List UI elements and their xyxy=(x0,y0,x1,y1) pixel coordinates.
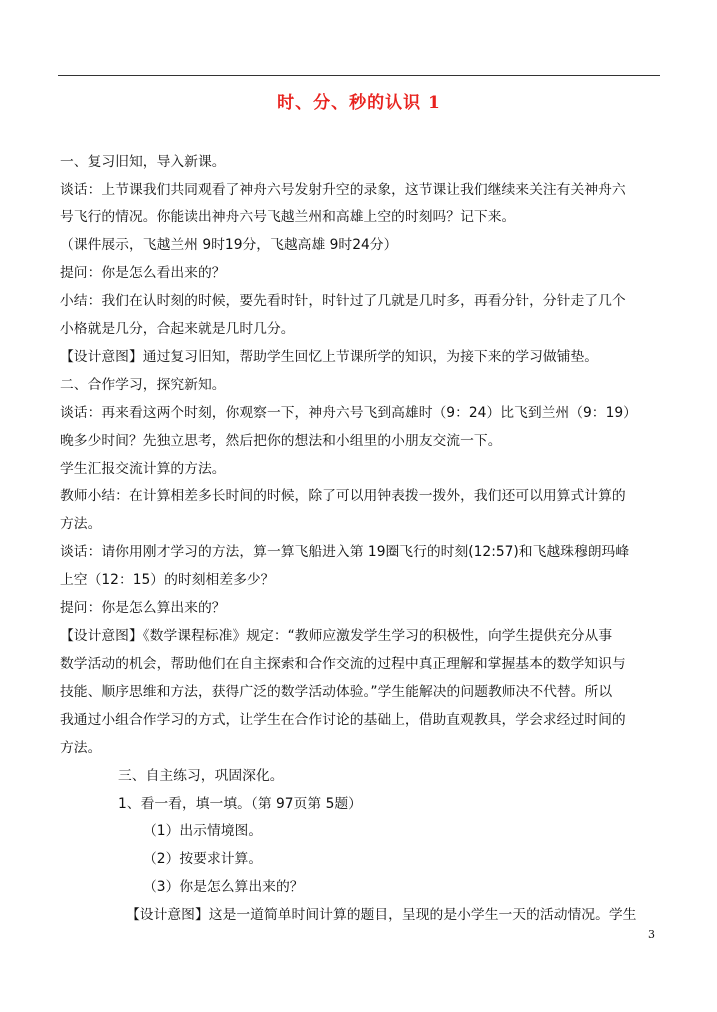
text-line: （课件展示，飞越兰州 9时19分，飞越高雄 9时24分） xyxy=(60,237,398,253)
header-rule xyxy=(58,75,660,76)
text-line: 上空（12：15）的时刻相差多少？ xyxy=(60,572,275,588)
text-line: 我通过小组合作学习的方式，让学生在合作讨论的基础上，借助直观教具，学会求经过时间的 xyxy=(60,712,626,728)
text-line: 技能、顺序思维和方法，获得广泛的数学活动体验。”学生能解决的问题教师决不代替。所以 xyxy=(60,684,613,700)
text-line: 方法。 xyxy=(60,740,102,756)
text-line: 方法。 xyxy=(60,516,102,532)
text-line: 学生汇报交流计算的方法。 xyxy=(60,461,226,477)
text-line: 谈话：上节课我们共同观看了神舟六号发射升空的录象，这节课让我们继续来关注有关神舟六 xyxy=(60,182,626,198)
text-line: 一、复习旧知，导入新课。 xyxy=(60,154,226,170)
text-line: 谈话：再来看这两个时刻，你观察一下，神舟六号飞到高雄时（9：24）比飞到兰州（9：19） xyxy=(60,405,637,421)
exercise-item: 1、看一看，填一填。（第 97页第 5题） xyxy=(118,796,362,812)
text-line: 教师小结：在计算相差多长时间的时候，除了可以用钟表拨一拨外，我们还可以用算式计算的 xyxy=(60,488,626,504)
text-line: 号飞行的情况。你能读出神舟六号飞越兰州和高雄上空的时刻吗？记下来。 xyxy=(60,209,516,225)
text-line: 谈话：请你用刚才学习的方法，算一算飞船进入第 19圈飞行的时刻(12:57)和飞越珠穆朗玛峰 xyxy=(60,544,630,560)
text-line: 二、合作学习，探究新知。 xyxy=(60,377,226,393)
text-line: 【设计意图】《数学课程标准》规定：“教师应激发学生学习的积极性，向学生提供充分从事 xyxy=(60,628,613,644)
text-line: 小格就是几分，合起来就是几时几分。 xyxy=(60,321,295,337)
text-line: 【设计意图】通过复习旧知，帮助学生回忆上节课所学的知识，为接下来的学习做铺垫。 xyxy=(60,349,599,365)
text-line: 晚多少时间？先独立思考，然后把你的想法和小组里的小朋友交流一下。 xyxy=(60,433,502,449)
exercise-step: （2）按要求计算。 xyxy=(143,851,263,867)
exercise-step: （1）出示情境图。 xyxy=(143,823,263,839)
text-line: 数学活动的机会，帮助他们在自主探索和合作交流的过程中真正理解和掌握基本的数学知识与 xyxy=(60,656,626,672)
text-line: 【设计意图】这是一道简单时间计算的题目，呈现的是小学生一天的活动情况。学生 xyxy=(126,907,637,923)
page-number: 3 xyxy=(648,928,655,941)
text-line: 提问：你是怎么算出来的？ xyxy=(60,600,226,616)
section-heading: 三、自主练习，巩固深化。 xyxy=(118,768,284,784)
text-line: 小结：我们在认时刻的时候，要先看时针，时针过了几就是几时多，再看分针，分针走了几个 xyxy=(60,293,626,309)
document-title: 时、分、秒的认识 1 xyxy=(277,93,441,113)
text-line: 提问：你是怎么看出来的？ xyxy=(60,265,226,281)
exercise-step: （3）你是怎么算出来的？ xyxy=(143,879,304,895)
